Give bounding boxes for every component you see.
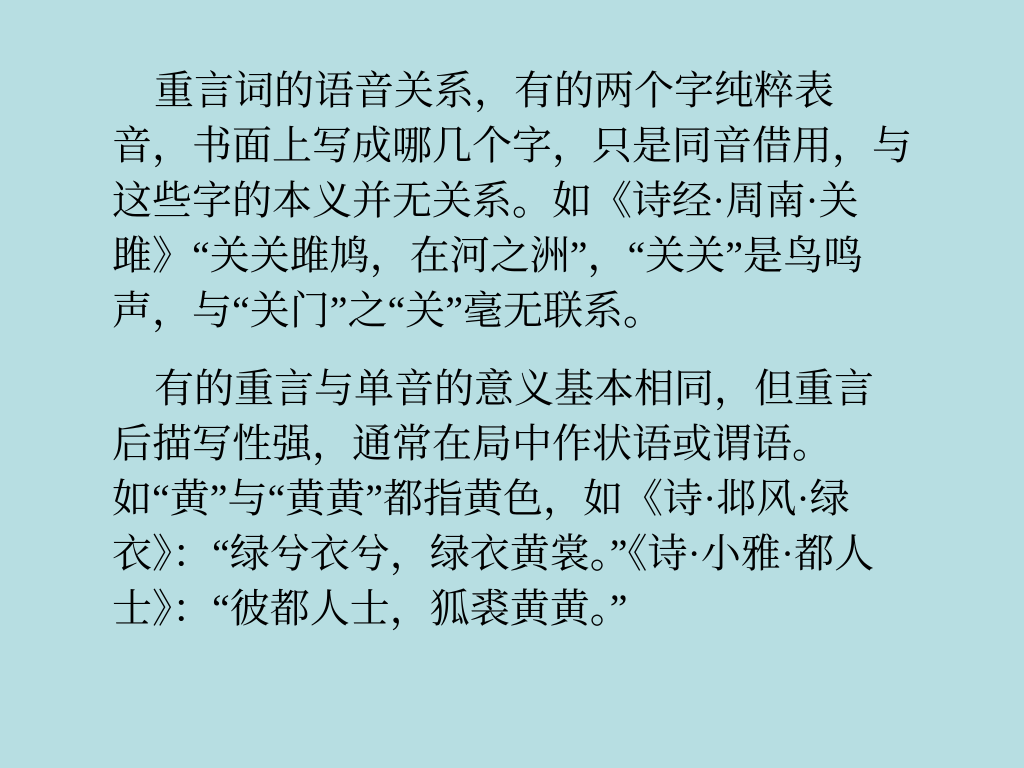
paragraph-reduplication-phonetic: 重言词的语音关系，有的两个字纯粹表音，书面上写成哪几个字，只是同音借用，与这些字的本义并无关系。如《诗经·周南·关雎》“关关雎鸠，在河之洲”，“关关”是鸟鸣声，与“关门”之“关”毫无联系。	[112, 68, 912, 333]
slide-text-block	[112, 63, 912, 659]
paragraph-reduplication-meaning: 有的重言与单音的意义基本相同，但重言后描写性强，通常在局中作状语或谓语。如“黄”与“黄黄”都指黄色，如《诗·邶风·绿衣》：“绿兮衣兮，绿衣黄裳。”《诗·小雅·都人士》：“彼都人士，狐裘黄黄。”	[112, 366, 875, 631]
